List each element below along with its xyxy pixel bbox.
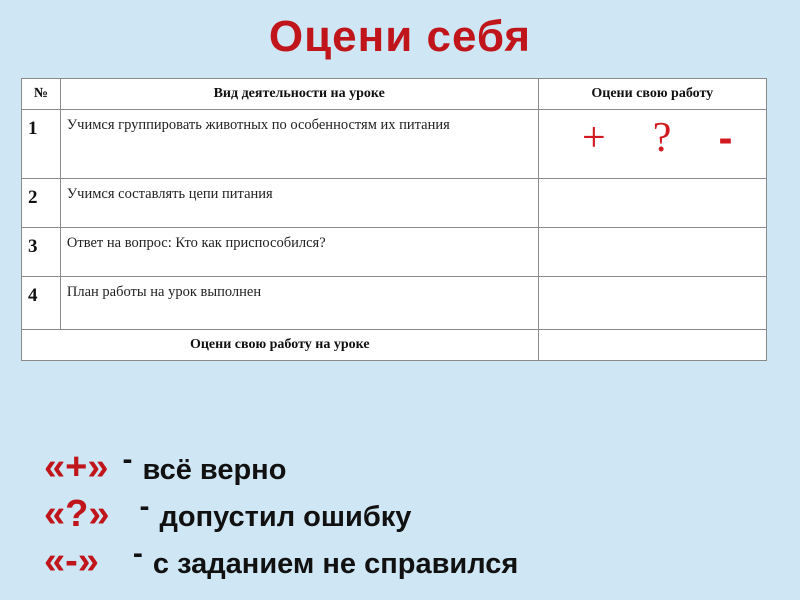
table-row: [22, 179, 767, 228]
legend-symbol: «+»: [44, 446, 109, 488]
row-number: 1: [22, 110, 61, 179]
legend-description: с заданием не справился: [152, 548, 519, 580]
header-number: №: [22, 79, 61, 110]
legend-description: всё верно: [142, 454, 287, 486]
legend-description: допустил ошибку: [159, 501, 412, 533]
question-mark[interactable]: ?: [652, 115, 672, 161]
row-activity: План работы на урок выполнен: [60, 277, 538, 330]
minus-mark[interactable]: -: [718, 114, 733, 161]
header-activity: Вид деятельности на уроке: [60, 79, 538, 110]
header-rating: Оцени свою работу: [538, 79, 766, 110]
legend-item-question: [44, 490, 412, 536]
legend-symbol: «-»: [44, 540, 99, 582]
row-number: 4: [22, 277, 61, 330]
row-activity: Ответ на вопрос: Кто как приспособился?: [60, 228, 538, 277]
rating-cell[interactable]: [538, 228, 766, 277]
legend-item-minus: [44, 537, 519, 583]
rating-cell[interactable]: [538, 110, 766, 179]
plus-mark[interactable]: +: [582, 115, 606, 161]
table-header-row: [22, 79, 767, 110]
row-activity: Учимся группировать животных по особенностям их питания: [60, 110, 538, 179]
legend-item-plus: [44, 443, 287, 489]
table-row: [22, 228, 767, 277]
row-activity: Учимся составлять цепи питания: [60, 179, 538, 228]
table-row: [22, 110, 767, 179]
legend-dash: -: [132, 537, 143, 570]
rating-marks: [539, 110, 766, 160]
page-title: Оцени себя: [268, 12, 532, 61]
self-assessment-table: [21, 78, 767, 361]
table-total-row: [22, 330, 767, 361]
rating-cell[interactable]: [538, 179, 766, 228]
legend-dash: -: [139, 490, 150, 523]
total-rating-cell[interactable]: [538, 330, 766, 361]
row-number: 2: [22, 179, 61, 228]
legend-dash: -: [122, 443, 133, 476]
table-row: [22, 277, 767, 330]
total-label: Оцени свою работу на уроке: [22, 330, 539, 361]
row-number: 3: [22, 228, 61, 277]
legend-symbol: «?»: [44, 493, 110, 535]
rating-cell[interactable]: [538, 277, 766, 330]
